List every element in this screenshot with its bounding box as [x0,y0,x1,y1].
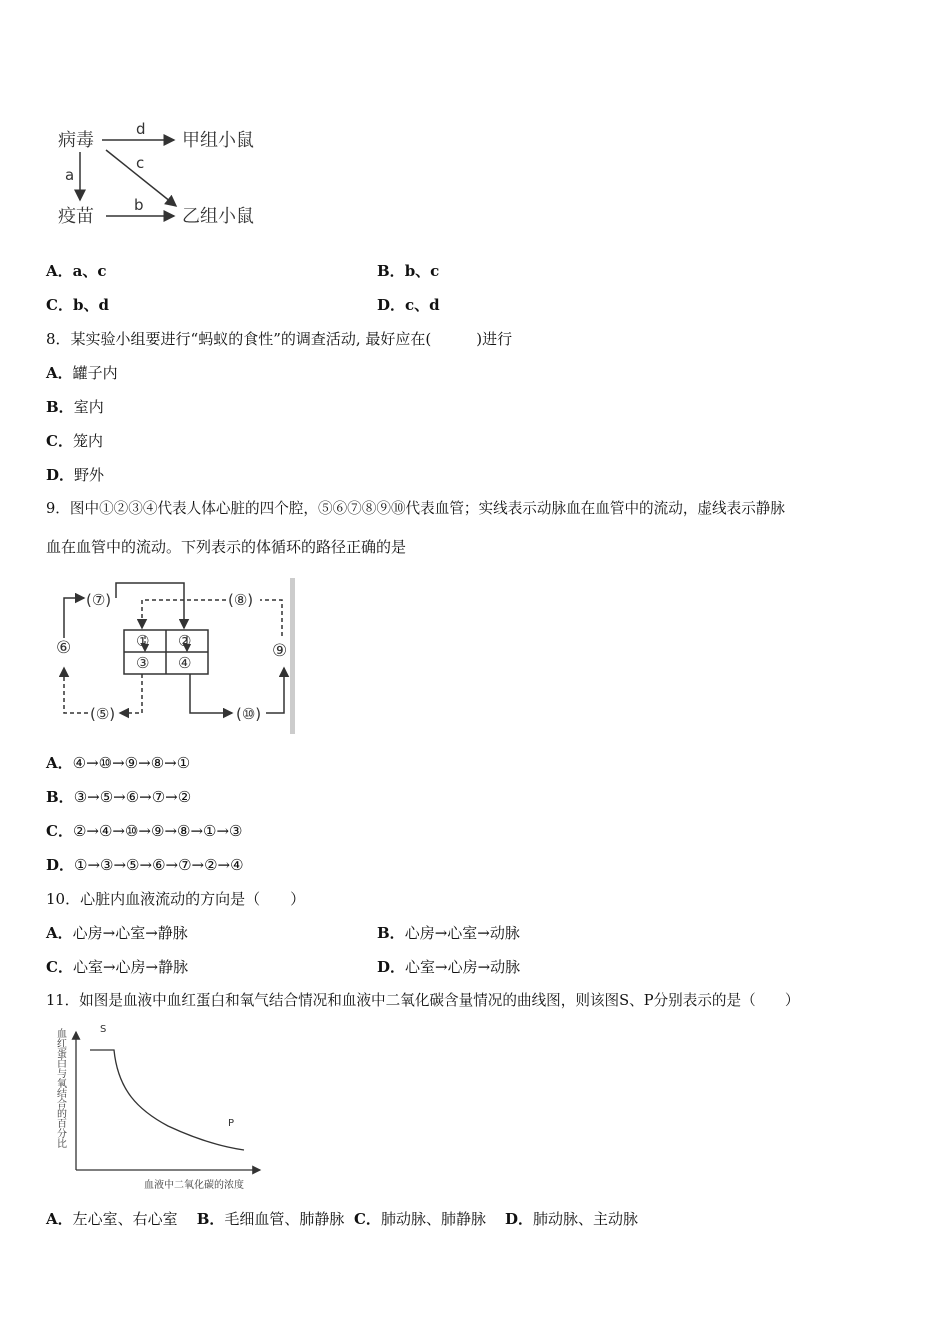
chamber-4: ④ [178,654,192,672]
chart-y-label: 血红蛋白与氧结合的百分比 [54,1028,66,1148]
label-c: c [136,154,145,172]
p-label: P [228,1118,235,1129]
chamber-2: ② [178,632,192,650]
virus-label: 病毒 [58,130,94,151]
q11-stem: 11．如图是血液中血红蛋白和氧气结合情况和血液中二氧化碳含量情况的曲线图，则该图S、P分别表示的是（ ） [46,992,800,1009]
virus-vaccine-diagram [50,110,280,235]
q9-stem-line2: 血在血管中的流动。下列表示的体循环的路径正确的是 [46,538,407,556]
vessel-7: (⑦) [86,591,112,609]
q8-option-d: D．野外 [46,466,105,484]
vessel-10: (⑩) [236,705,262,723]
s-label: S [100,1024,107,1035]
q11-option-b: B．毛细血管、肺静脉 [196,1210,345,1228]
oxygen-co2-curve-chart [48,1020,268,1192]
q8-option-c: C．笼内 [46,432,103,450]
q10-stem: 10．心脏内血液流动的方向是（ ） [46,890,306,908]
label-a: a [65,166,75,184]
group-b-label: 乙组小鼠 [182,206,254,227]
q11-options [46,1209,638,1229]
q9-option-c: C．②→④→⑩→⑨→⑧→①→③ [46,822,243,840]
q11-option-d: D．肺动脉、主动脉 [505,1210,639,1228]
chamber-3: ③ [136,654,150,672]
curve-line [90,1050,244,1150]
q11-option-c: C．肺动脉、肺静脉 [353,1210,486,1228]
label-b: b [134,196,144,214]
vessel-5: (⑤) [90,705,116,723]
vessel-9: ⑨ [272,641,288,661]
q9-option-d: D．①→③→⑤→⑥→⑦→②→④ [46,856,244,874]
group-a-label: 甲组小鼠 [182,130,254,151]
chamber-1: ① [136,632,150,650]
chart-x-label: 血液中二氧化碳的浓度 [144,1180,244,1191]
q7-option-d: D．c、d [377,296,440,314]
q9-option-b: B．③→⑤→⑥→⑦→② [46,788,192,806]
q10-option-c: C．心室→心房→静脉 [46,958,189,976]
label-d: d [136,120,146,138]
q7-option-c: C．b、d [46,296,109,314]
q10-option-a: A．心房→心室→静脉 [46,924,188,942]
q10-option-b: B．心房→心室→动脉 [377,924,520,942]
q11-option-a: A．左心室、右心室 [46,1210,178,1228]
q9-option-a: A．④→⑩→⑨→⑧→① [46,754,191,772]
vessel-6: ⑥ [56,638,72,658]
vessel-8: (⑧) [228,591,254,609]
q8-option-a: A．罐子内 [46,364,118,382]
q7-option-b: B．b、c [377,262,440,280]
vaccine-label: 疫苗 [58,206,94,227]
q8-option-b: B．室内 [46,398,104,416]
q8-stem: 8．某实验小组要进行“蚂蚁的食性”的调查活动, 最好应在( )进行 [46,330,513,348]
heart-circulation-diagram [50,578,295,734]
q10-option-d: D．心室→心房→动脉 [377,958,521,976]
q7-option-a: A．a、c [46,262,107,280]
q9-stem-line1: 9．图中①②③④代表人体心脏的四个腔，⑤⑥⑦⑧⑨⑩代表血管；实线表示动脉血在血管中的流动，虚线表示静脉 [46,500,785,517]
